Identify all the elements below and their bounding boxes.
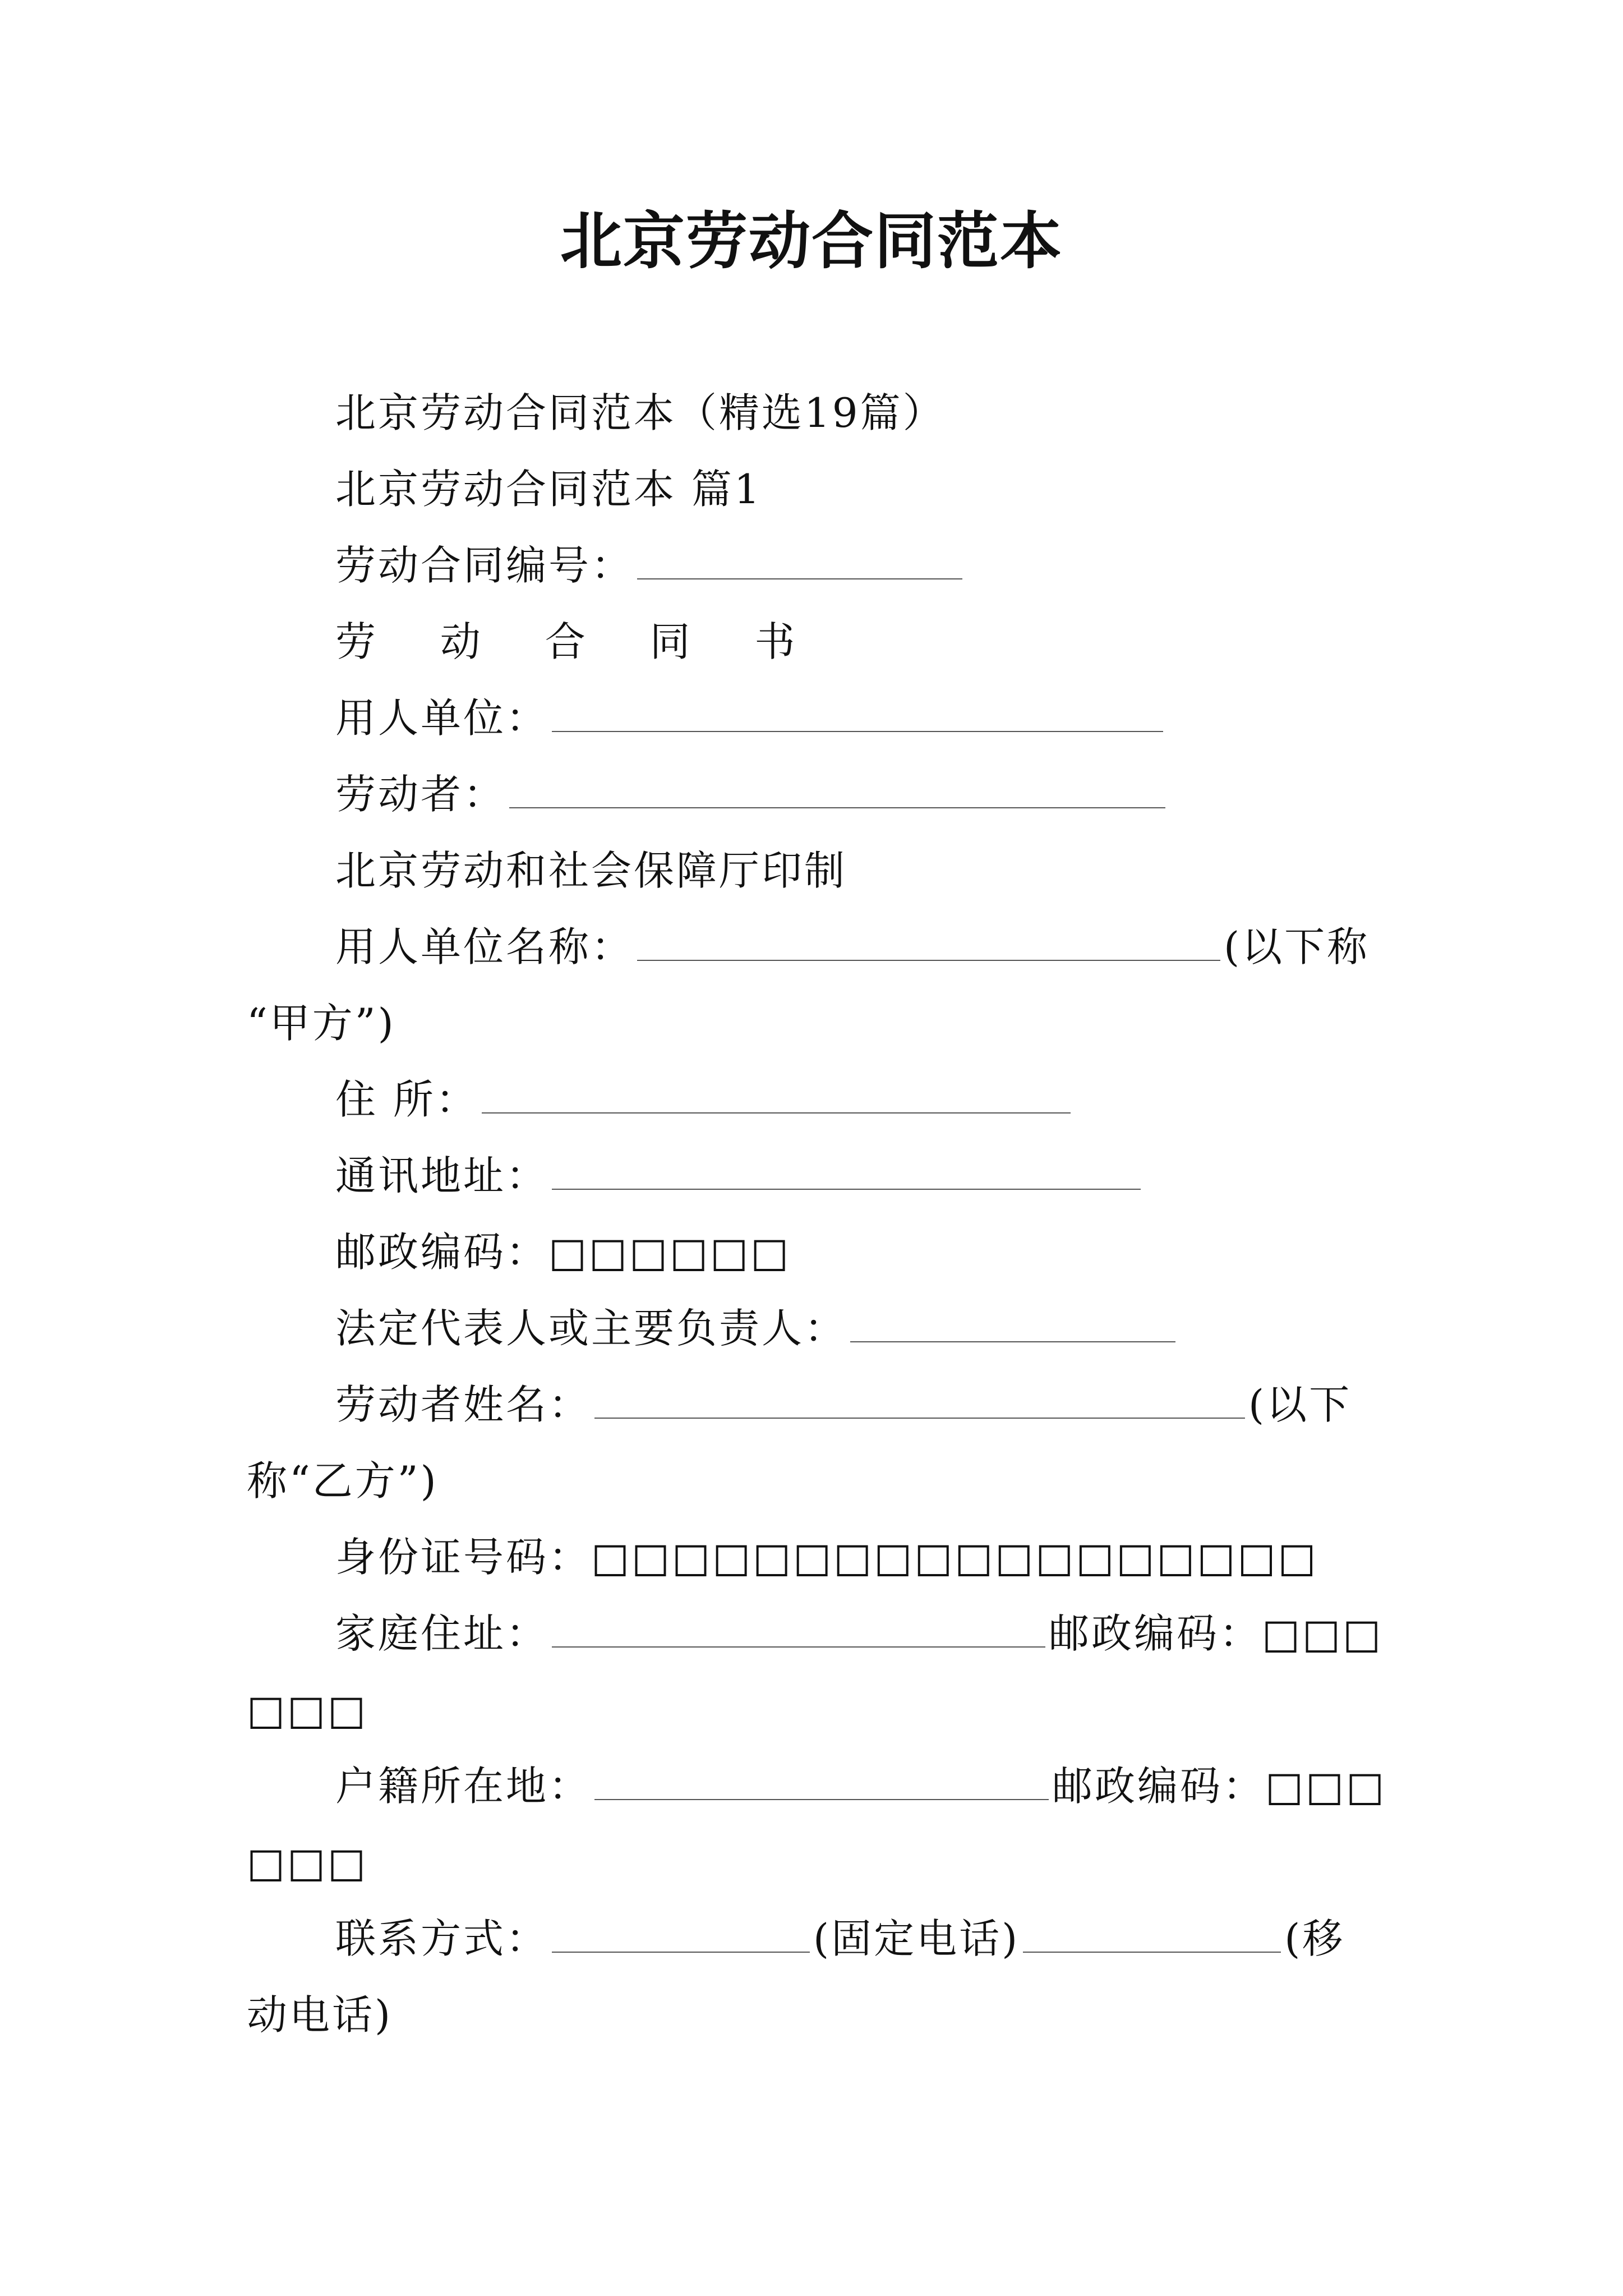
worker-label: 劳动者： [335,771,506,818]
contact-label: 联系方式： [335,1915,549,1962]
employer-name-row [335,919,1370,975]
employer-name-suffix: (以下称 [1224,923,1370,970]
document-title: 北京劳动合同范本 [560,205,1063,277]
contract-number-blank [637,575,962,579]
worker-row [335,766,1169,822]
mailing-address-blank [552,1185,1141,1190]
employer-blank [552,728,1163,732]
legal-rep-row [335,1300,1179,1356]
home-postcode-label: 邮政编码：□□□ [1049,1610,1384,1657]
postcode-row: 邮政编码：□□□□□□ [335,1228,791,1276]
residence-blank [482,1109,1071,1114]
household-label: 户籍所在地： [335,1763,592,1810]
mobile-label-start: (移 [1284,1915,1345,1962]
party-b-line: 称“乙方”) [247,1457,439,1504]
worker-name-suffix: (以下 [1248,1381,1352,1428]
household-postcode-continued: □□□ [247,1839,368,1886]
party-a-line: “甲方”) [247,1000,396,1047]
landline-label: (固定电话) [813,1915,1020,1962]
worker-name-blank [594,1414,1245,1419]
contract-number-label: 劳动合同编号： [335,542,634,589]
legal-rep-blank [850,1338,1175,1342]
employer-name-blank [637,956,1220,961]
section-heading: 北京劳动合同范本 篇1 [335,466,762,513]
employer-name-label: 用人单位名称： [335,923,634,970]
employer-row [335,690,1166,746]
mailing-address-label: 通讯地址： [335,1152,549,1199]
id-number-row: 身份证号码：□□□□□□□□□□□□□□□□□□ [335,1534,1318,1581]
contact-row [335,1911,1345,1967]
home-address-blank [552,1643,1045,1648]
mobile-blank [1023,1948,1281,1953]
worker-name-label: 劳动者姓名： [335,1381,592,1428]
landline-blank [552,1948,810,1953]
employer-label: 用人单位： [335,694,549,742]
contract-book-heading: 劳 动 合 同 书 [335,618,821,665]
home-address-row [335,1605,1383,1662]
mobile-label-end: 动电话) [247,1991,393,2039]
subtitle-line: 北京劳动合同范本（精选19篇） [335,389,946,436]
residence-label: 住 所： [335,1076,478,1123]
residence-row [335,1071,1074,1128]
household-row [335,1758,1386,1814]
worker-blank [509,804,1165,808]
household-postcode-label: 邮政编码：□□□ [1052,1763,1387,1810]
household-blank [594,1796,1049,1800]
home-postcode-continued: □□□ [247,1686,368,1733]
contract-number-row [335,537,966,593]
legal-rep-label: 法定代表人或主要负责人： [335,1305,847,1352]
mailing-address-row [335,1148,1144,1204]
printer-line: 北京劳动和社会保障厅印制 [335,847,847,894]
home-address-label: 家庭住址： [335,1610,549,1657]
worker-name-row [335,1377,1352,1433]
